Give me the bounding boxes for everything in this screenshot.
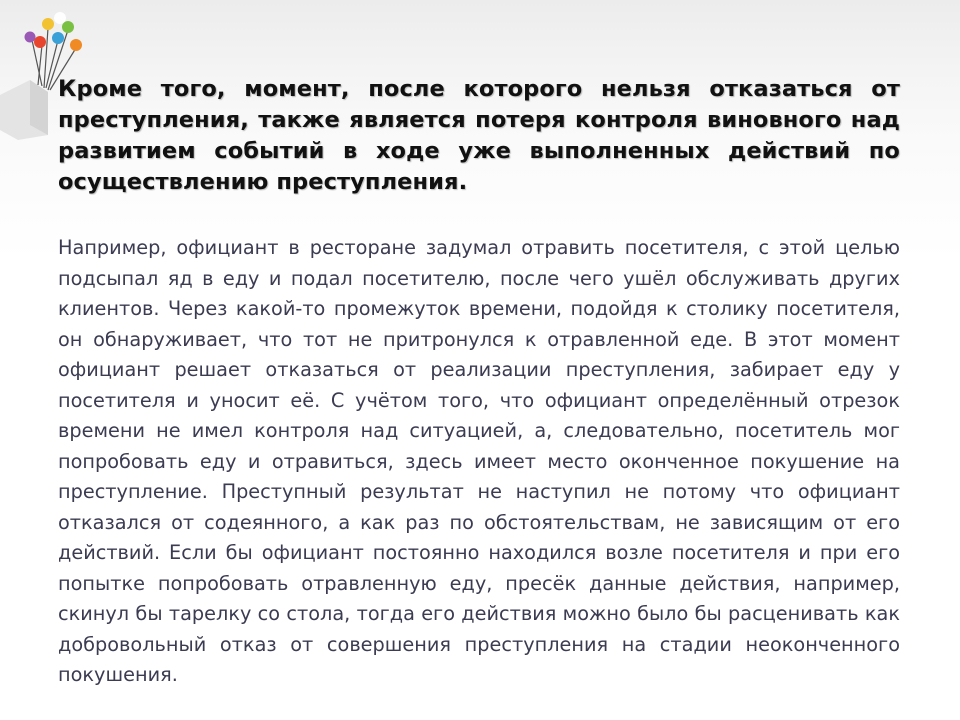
bulb-shape: [70, 39, 82, 51]
bulb-shape: [52, 32, 64, 44]
bulb-shape: [42, 18, 54, 30]
slide-heading: Кроме того, момент, после которого нельзя отказаться от преступления, также является потеря контроля виновного над развитием событий в ходе уже выполненных действий по осуществлению преступления.: [58, 76, 900, 195]
slide-body-paragraph: Например, официант в ресторане задумал отравить посетителя, с этой целью подсыпал яд в еду и подал посетителю, после чего ушёл обслуживать других клиентов. Через какой-то промежуток времени, подойдя к столику посетителя, он обнаруживает, что тот не притронулся к отравленной еде. В этот момент официант решает отказаться от реализации преступления, забирает еду у посетителя и уносит её. С учётом того, что официант определённый отрезок времени не имел контроля над ситуацией, а, следовательно, посетитель мог попробовать еду и отравиться, здесь имеет место оконченное покушение на преступление. Преступный результат не наступил не потому что официант отказался от содеянного, а как раз по обстоятельствам, не зависящим от его действий. Если бы официант постоянно находился возле посетителя и при его попытке попробовать отравленную еду, пресёк данные действия, например, скинул бы тарелку со стола, тогда его действия можно было бы расценивать как добровольный отказ от совершения преступления на стадии неоконченного покушения.: [58, 236, 900, 686]
bulb-shape: [34, 36, 46, 48]
bulb-shape: [62, 21, 74, 33]
bulb-shape: [25, 32, 36, 43]
